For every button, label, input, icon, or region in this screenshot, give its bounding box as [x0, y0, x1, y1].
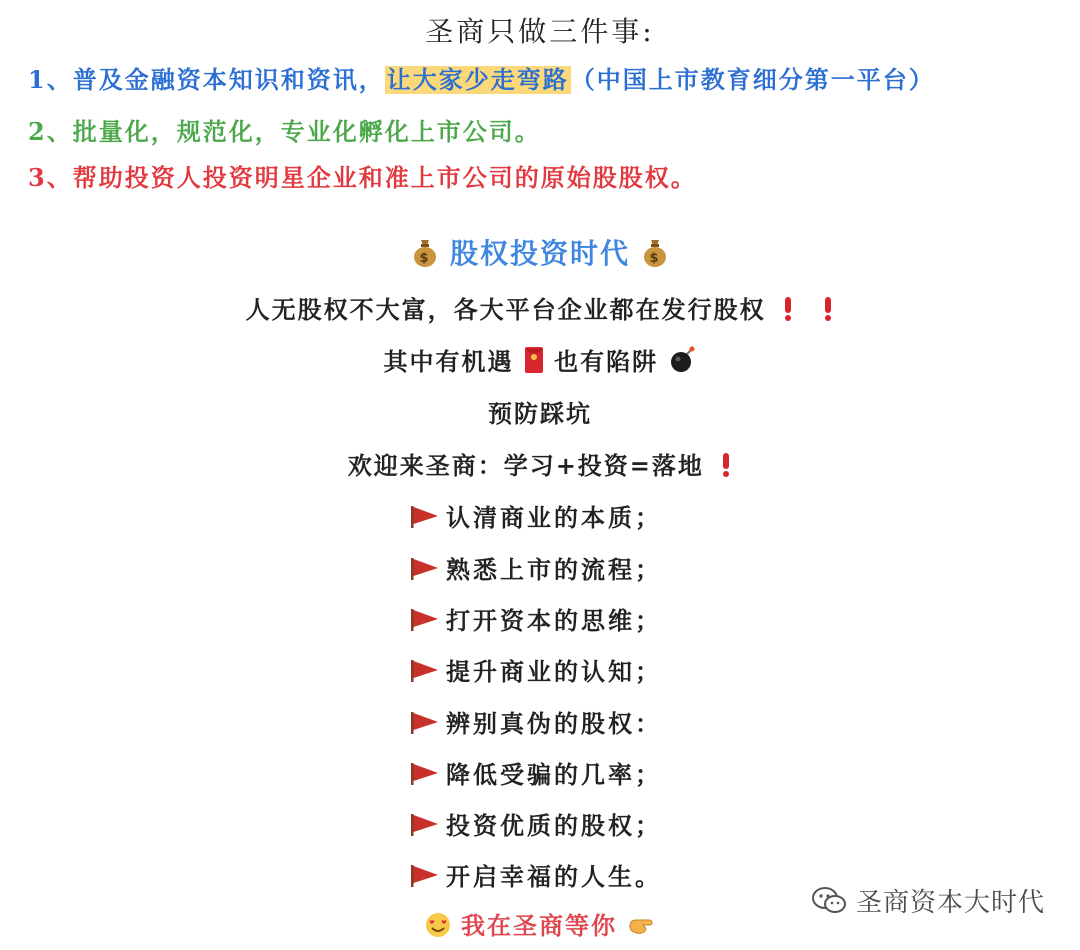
mission-number: 3、	[28, 163, 73, 192]
mission-item-2	[28, 112, 541, 147]
red-flag-icon	[410, 608, 440, 632]
list-item	[410, 704, 662, 739]
mission-number: 1、	[28, 65, 73, 94]
list-item	[410, 652, 662, 687]
exclamation-icon	[782, 296, 794, 322]
mission-text: 批量化，规范化，专业化孵化上市公司。	[72, 118, 541, 146]
list-item-text: 认清商业的本质；	[446, 504, 662, 532]
list-item	[410, 550, 662, 585]
statement-text: 人无股权不大富，各大平台企业都在发行股权	[245, 296, 766, 324]
wechat-icon	[810, 885, 848, 915]
mission-number: 2、	[28, 117, 73, 146]
section-title	[0, 232, 1080, 272]
statement-line	[0, 394, 1080, 429]
list-item-text: 辨别真伪的股权：	[446, 710, 662, 738]
mission-text: 普及金融资本知识和资讯，	[72, 66, 385, 94]
list-item-text: 熟悉上市的流程；	[446, 556, 662, 584]
money-bag-icon	[412, 237, 438, 267]
pointing-hand-icon	[627, 912, 655, 938]
list-item-text: 开启幸福的人生。	[446, 863, 662, 891]
bomb-icon	[669, 346, 697, 374]
red-flag-icon	[410, 762, 440, 786]
section-title-text: 股权投资时代	[449, 237, 630, 270]
red-flag-icon	[410, 711, 440, 735]
watermark	[810, 882, 1045, 919]
red-flag-icon	[410, 659, 440, 683]
statement-text: 预防踩坑	[488, 400, 592, 428]
mission-item-3	[28, 158, 697, 193]
list-item-text: 提升商业的认知；	[446, 658, 662, 686]
page-heading: 圣商只做三件事:	[425, 15, 655, 48]
svg-text:$: $	[649, 251, 661, 266]
statement-text: 也有陷阱	[554, 348, 659, 376]
statement-line	[0, 342, 1080, 377]
exclamation-icon	[720, 452, 732, 478]
heart-eyes-face-icon	[425, 912, 451, 938]
red-flag-icon	[410, 864, 440, 888]
list-item-text: 投资优质的股权；	[446, 812, 662, 840]
watermark-text: 圣商资本大时代	[856, 888, 1046, 918]
mission-text: 帮助投资人投资明星企业和准上市公司的原始股股权。	[72, 164, 697, 192]
mission-item-1	[28, 60, 935, 95]
svg-text:$: $	[419, 251, 431, 266]
red-envelope-icon	[524, 346, 544, 374]
list-item	[410, 806, 662, 841]
list-item	[410, 601, 662, 636]
statement-line	[0, 290, 1080, 325]
exclamation-icon	[822, 296, 834, 322]
statement-text: 欢迎来圣商：学习+投资=落地	[347, 452, 704, 480]
red-flag-icon	[410, 557, 440, 581]
mission-highlight: 让大家少走弯路	[386, 66, 569, 94]
list-item-text: 打开资本的思维；	[446, 607, 662, 635]
list-item-text: 降低受骗的几率；	[446, 761, 662, 789]
red-flag-icon	[410, 813, 440, 837]
closing-text: 我在圣商等你	[461, 912, 617, 940]
list-item	[410, 857, 662, 892]
list-item	[410, 755, 662, 790]
mission-suffix: （中国上市教育细分第一平台）	[570, 66, 935, 94]
list-item	[410, 498, 662, 533]
red-flag-icon	[410, 505, 440, 529]
statement-line	[0, 446, 1080, 481]
money-bag-icon	[642, 237, 668, 267]
statement-text: 其中有机遇	[383, 348, 514, 376]
